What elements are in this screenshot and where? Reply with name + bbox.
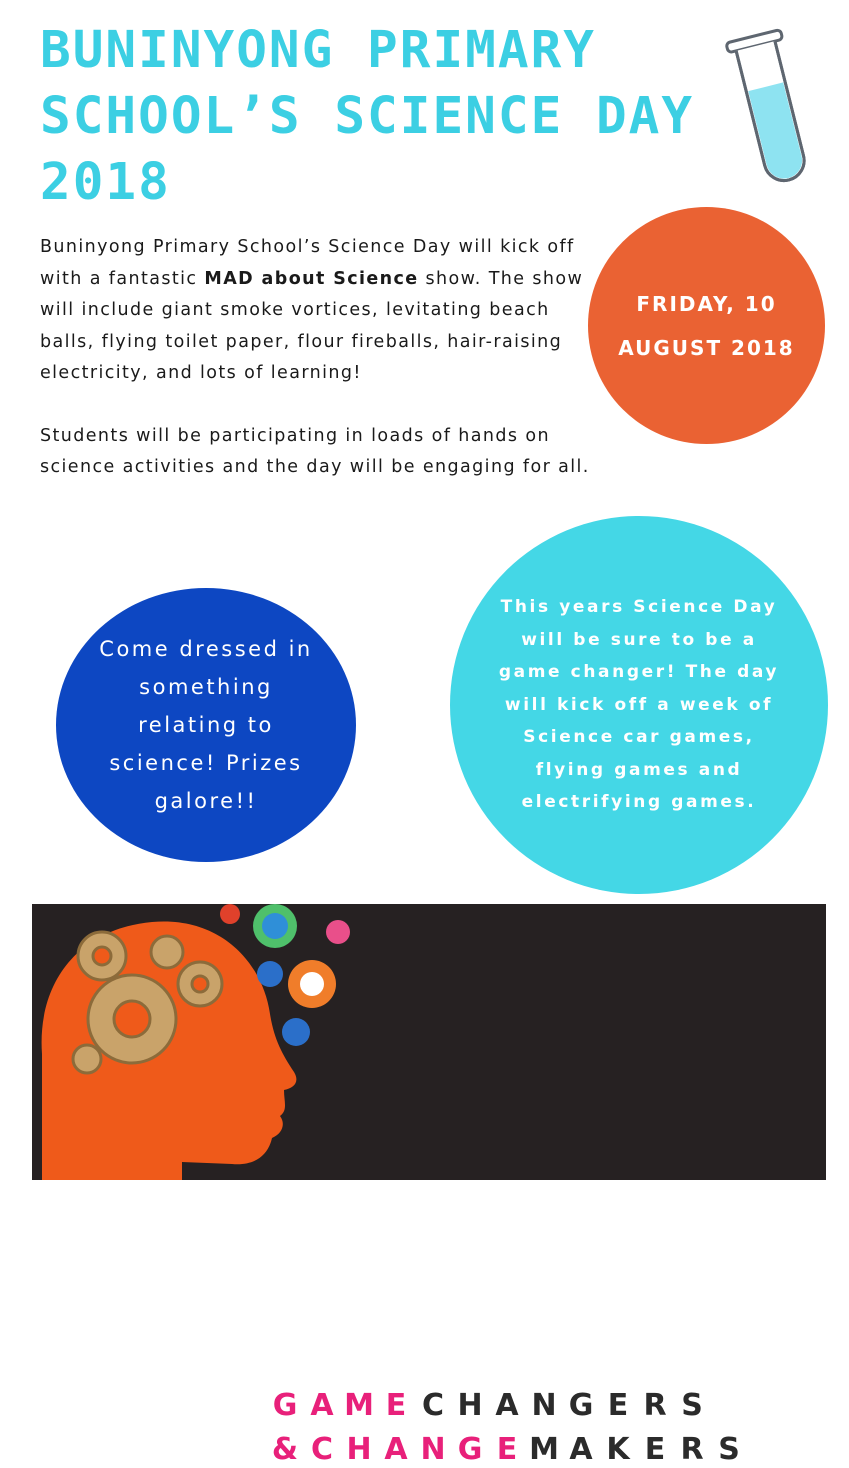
- show-name: MAD about Science: [204, 268, 419, 289]
- game-changer-text: This years Science Day will be sure to be a game changer! The day will kick off a week of Science car games, flying games and electrifying games.: [498, 597, 780, 813]
- logo-tile: N: [416, 1430, 450, 1468]
- date-circle: [588, 207, 825, 444]
- logo-line-2: [268, 1430, 746, 1468]
- title-line-2: SCHOOL’S SCIENCE DAY: [40, 87, 695, 146]
- date-text: FRIDAY, 10 AUGUST 2018: [618, 291, 795, 360]
- intro-paragraph-2: Students will be participating in loads of hands on science activities and the day will be engaging for all.: [40, 425, 590, 477]
- logo-tile: R: [638, 1386, 672, 1424]
- logo-tile: A: [564, 1430, 598, 1468]
- logo-tile: A: [305, 1386, 339, 1424]
- logo-tile: C: [416, 1386, 450, 1424]
- logo-tile: M: [342, 1386, 376, 1424]
- logo-tile: C: [305, 1430, 339, 1468]
- logo-tile: E: [379, 1386, 413, 1424]
- logo-tile: G: [453, 1430, 487, 1468]
- head-gears-illustration: [32, 904, 826, 1180]
- logo-tile: G: [268, 1386, 302, 1424]
- game-changers-banner: [32, 904, 826, 1467]
- test-tube-icon: [722, 22, 822, 202]
- logo-tile: G: [564, 1386, 598, 1424]
- logo-tile: E: [638, 1430, 672, 1468]
- logo-tile: M: [527, 1430, 561, 1468]
- game-changer-circle: [450, 516, 828, 894]
- logo-tile: E: [490, 1430, 524, 1468]
- logo-tile: S: [675, 1386, 709, 1424]
- logo-tile: K: [601, 1430, 635, 1468]
- page-title: [40, 18, 720, 216]
- logo-line-1: [268, 1386, 709, 1424]
- logo-tile: N: [527, 1386, 561, 1424]
- title-line-1: BUNINYONG PRIMARY: [40, 21, 596, 80]
- intro-paragraph-1: Buninyong Primary School’s Science Day will kick off with a fantastic MAD about Science show. The show will include giant smoke vortices, levitating beach balls, flying toilet paper, flour fireballs, hair-raising electricity, and lots of learning!: [40, 237, 584, 383]
- intro-text: [40, 232, 600, 484]
- logo-tile: &: [268, 1430, 302, 1468]
- title-line-3: 2018: [40, 153, 171, 212]
- dress-up-circle: [56, 588, 356, 862]
- logo-tile: A: [490, 1386, 524, 1424]
- logo-tile: H: [453, 1386, 487, 1424]
- logo-tile: E: [601, 1386, 635, 1424]
- logo-tile: H: [342, 1430, 376, 1468]
- logo-tile: A: [379, 1430, 413, 1468]
- dress-up-text: Come dressed in something relating to science! Prizes galore!!: [99, 637, 313, 813]
- logo-tile: S: [712, 1430, 746, 1468]
- logo-tile: R: [675, 1430, 709, 1468]
